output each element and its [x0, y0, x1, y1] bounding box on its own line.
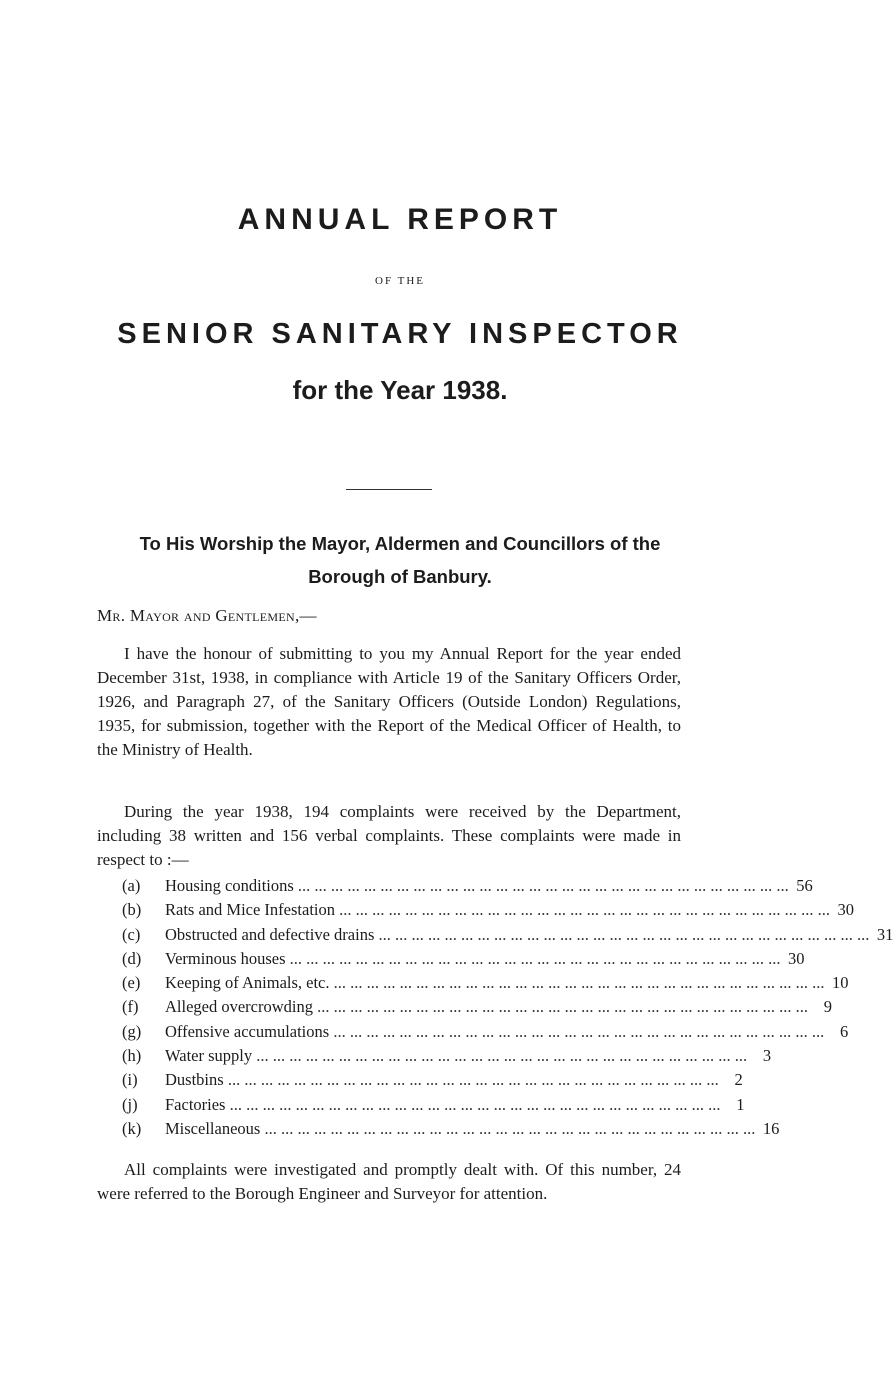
item-label: Rats and Mice Infestation: [165, 900, 335, 920]
list-item: [122, 1093, 745, 1117]
item-count: 31: [876, 924, 893, 944]
item-label: Factories: [165, 1094, 226, 1114]
complaints-paragraph: During the year 1938, 194 complaints were received by the Department, including 38 written and 156 verbal complaints. These complaints were made in respect to :—: [97, 802, 681, 869]
leader-dots: ... ... ... ... ... ... ... ... ... ... ... ... ... ... ... ... ... ... ... ... ... ... ... ... ... ... ... ... ... ...: [374, 924, 870, 944]
item-letter: (e): [122, 973, 141, 993]
leader-dots: ... ... ... ... ... ... ... ... ... ... ... ... ... ... ... ... ... ... ... ... ... ... ... ... ... ... ... ... ... ...: [293, 876, 789, 895]
of-the-subheading: OF THE: [375, 275, 425, 287]
address-line-1: To His Worship the Mayor, Aldermen and Councillors of the: [139, 533, 661, 554]
leader-dots: ... ... ... ... ... ... ... ... ... ... ... ... ... ... ... ... ... ... ... ... ... ... ... ... ... ... ... ... ... ...: [260, 1118, 756, 1138]
item-count: 6: [839, 1021, 849, 1041]
item-letter: (i): [122, 1070, 138, 1090]
list-item: [122, 947, 805, 971]
section-divider: [346, 489, 432, 490]
item-count: 30: [788, 948, 805, 968]
report-heading: ANNUAL REPORT: [237, 203, 563, 236]
item-letter: (b): [122, 900, 142, 920]
leader-dots: ... ... ... ... ... ... ... ... ... ... ... ... ... ... ... ... ... ... ... ... ... ... ... ... ... ... ... ... ... ...: [285, 948, 781, 968]
salutation: Mr. Mayor and Gentlemen,—: [97, 606, 317, 625]
item-letter: (d): [122, 948, 142, 968]
intro-paragraph: I have the honour of submitting to you my Annual Report for the year ended December 31st, 1938, in compliance with Article 19 of the Sanitary Officers Order, 1926, and Paragraph 27, of the Sanitary Officers (Outside London) Regulations, 1935, for submission, together with the Report of the Medical Officer of Health, to the Ministry of Health.: [97, 644, 681, 759]
address-block: [60, 527, 740, 593]
item-label: Verminous houses: [165, 948, 286, 968]
list-item: [122, 874, 813, 898]
leader-dots: ... ... ... ... ... ... ... ... ... ... ... ... ... ... ... ... ... ... ... ... ... ... ... ... ... ... ... ... ... ...: [329, 1021, 825, 1041]
item-count: 10: [832, 973, 849, 993]
item-letter: (j): [122, 1094, 138, 1114]
list-item: [122, 995, 832, 1019]
complaints-list: [122, 874, 893, 1141]
leader-dots: ... ... ... ... ... ... ... ... ... ... ... ... ... ... ... ... ... ... ... ... ... ... ... ... ... ... ... ... ... ...: [223, 1070, 719, 1090]
item-count: 9: [823, 997, 832, 1017]
leader-dots: ... ... ... ... ... ... ... ... ... ... ... ... ... ... ... ... ... ... ... ... ... ... ... ... ... ... ... ... ... ...: [252, 1046, 748, 1066]
item-label: Miscellaneous: [165, 1118, 261, 1138]
item-label: Alleged overcrowding: [165, 997, 313, 1017]
leader-dots: ... ... ... ... ... ... ... ... ... ... ... ... ... ... ... ... ... ... ... ... ... ... ... ... ... ... ... ... ... ...: [329, 973, 825, 993]
item-label: Housing conditions: [165, 876, 294, 895]
list-item: [122, 1117, 780, 1141]
list-item: [122, 971, 849, 995]
list-item: [122, 923, 893, 947]
item-label: Offensive accumulations: [165, 1021, 330, 1041]
item-label: Obstructed and defective drains: [165, 924, 375, 944]
report-title: SENIOR SANITARY INSPECTOR: [117, 318, 683, 350]
item-count: 30: [837, 900, 854, 920]
item-count: 56: [796, 876, 813, 895]
list-item: [122, 1068, 743, 1092]
item-label: Water supply: [165, 1046, 253, 1066]
item-letter: (a): [122, 876, 141, 895]
leader-dots: ... ... ... ... ... ... ... ... ... ... ... ... ... ... ... ... ... ... ... ... ... ... ... ... ... ... ... ... ... ...: [313, 997, 808, 1017]
item-letter: (k): [122, 1118, 142, 1138]
list-item: [122, 1044, 772, 1068]
item-letter: (h): [122, 1046, 142, 1066]
item-label: Dustbins: [165, 1070, 224, 1090]
leader-dots: ... ... ... ... ... ... ... ... ... ... ... ... ... ... ... ... ... ... ... ... ... ... ... ... ... ... ... ... ... ...: [335, 900, 830, 920]
list-item: [122, 1020, 849, 1044]
item-count: 1: [736, 1094, 745, 1114]
item-letter: (f): [122, 997, 139, 1017]
item-letter: (c): [122, 924, 141, 944]
item-label: Keeping of Animals, etc.: [165, 973, 330, 993]
address-line-2: Borough of Banbury.: [308, 566, 492, 587]
item-count: 3: [762, 1046, 772, 1066]
item-count: 2: [734, 1070, 743, 1090]
list-item: [122, 898, 854, 922]
item-letter: (g): [122, 1021, 142, 1041]
leader-dots: ... ... ... ... ... ... ... ... ... ... ... ... ... ... ... ... ... ... ... ... ... ... ... ... ... ... ... ... ... ...: [225, 1094, 721, 1114]
closing-paragraph: All complaints were investigated and promptly dealt with. Of this number, 24 were referred to the Borough Engineer and Surveyor for attention.: [97, 1160, 681, 1203]
item-count: 16: [762, 1118, 780, 1138]
report-year: for the Year 1938.: [292, 375, 508, 405]
